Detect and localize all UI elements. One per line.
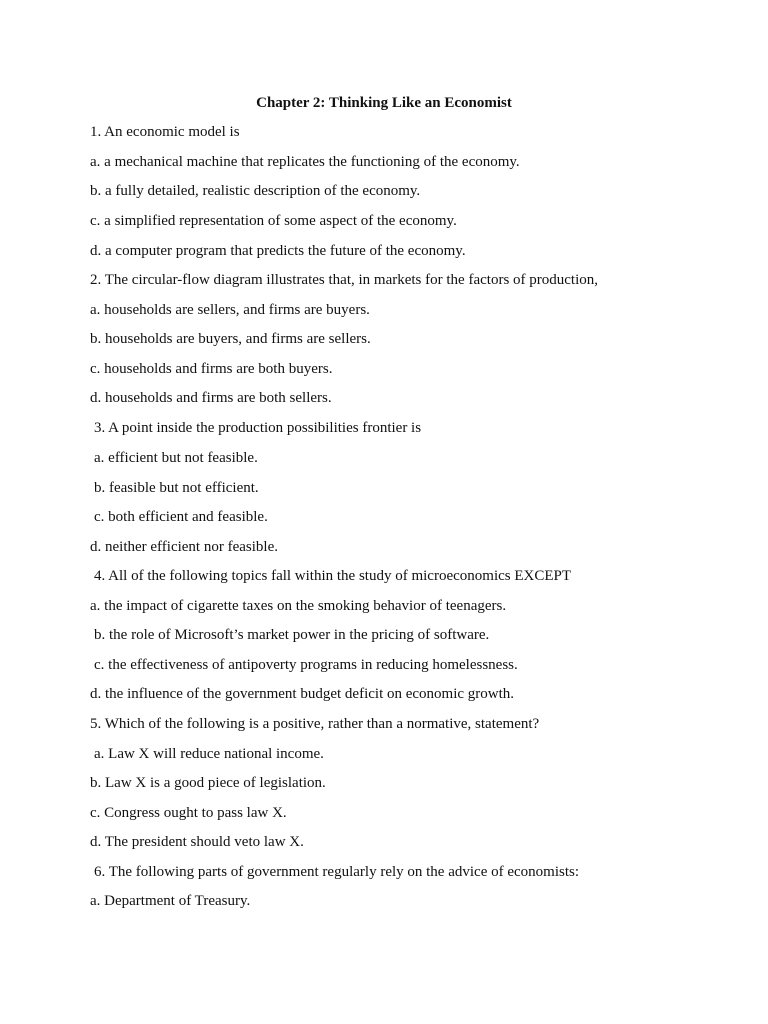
answer-option: b. a fully detailed, realistic description of the economy.: [90, 183, 421, 199]
question-stem: 6. The following parts of government regularly rely on the advice of economists:: [94, 864, 580, 880]
answer-option: c. the effectiveness of antipoverty programs in reducing homelessness.: [94, 657, 518, 673]
answer-option: b. Law X is a good piece of legislation.: [90, 775, 326, 791]
answer-option: d. The president should veto law X.: [90, 834, 304, 850]
answer-option: d. households and firms are both sellers.: [90, 390, 332, 406]
answer-option: a. the impact of cigarette taxes on the smoking behavior of teenagers.: [90, 598, 507, 614]
question-stem: 5. Which of the following is a positive, rather than a normative, statement?: [90, 716, 540, 732]
question-stem: 3. A point inside the production possibilities frontier is: [94, 420, 422, 436]
answer-option: c. households and firms are both buyers.: [90, 361, 333, 377]
answer-option: b. feasible but not efficient.: [94, 480, 259, 496]
answer-option: b. households are buyers, and firms are sellers.: [90, 331, 371, 347]
question-stem: 2. The circular-flow diagram illustrates that, in markets for the factors of production,: [90, 272, 599, 288]
answer-option: d. the influence of the government budget deficit on economic growth.: [90, 686, 515, 702]
answer-option: c. a simplified representation of some aspect of the economy.: [90, 213, 457, 229]
answer-option: c. Congress ought to pass law X.: [90, 805, 287, 821]
answer-option: d. a computer program that predicts the future of the economy.: [90, 243, 466, 259]
answer-option: a. Law X will reduce national income.: [94, 746, 324, 762]
question-stem: 4. All of the following topics fall within the study of microeconomics EXCEPT: [94, 568, 572, 584]
answer-option: a. efficient but not feasible.: [94, 450, 258, 466]
answer-option: c. both efficient and feasible.: [94, 509, 268, 525]
answer-option: a. households are sellers, and firms are buyers.: [90, 302, 370, 318]
answer-option: a. a mechanical machine that replicates the functioning of the economy.: [90, 154, 520, 170]
answer-option: a. Department of Treasury.: [90, 893, 251, 909]
question-stem: 1. An economic model is: [90, 124, 240, 140]
page-title: Chapter 2: Thinking Like an Economist: [256, 95, 512, 111]
answer-option: d. neither efficient nor feasible.: [90, 539, 278, 555]
answer-option: b. the role of Microsoft’s market power in the pricing of software.: [94, 627, 490, 643]
